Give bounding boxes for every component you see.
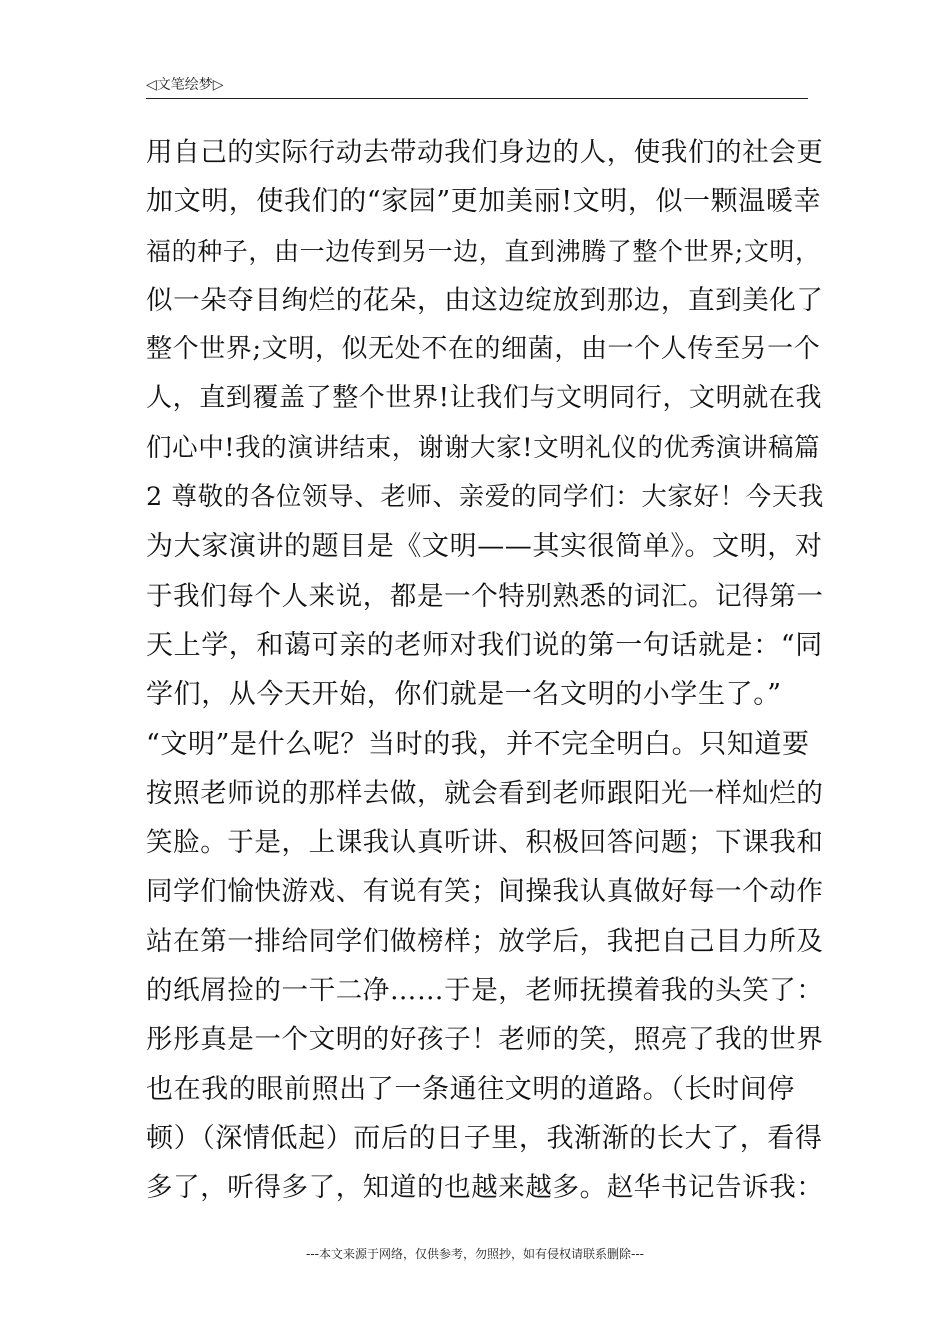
text-line: 按照老师说的那样去做，就会看到老师跟阳光一样灿烂的 [146, 777, 824, 809]
text-line: 用自己的实际行动去带动我们身边的人，使我们的社会更 [146, 137, 824, 168]
text-line: 人，直到覆盖了整个世界!让我们与文明同行，文明就在我 [146, 383, 823, 414]
text-line: 整个世界;文明，似无处不在的细菌，由一个人传至另一个 [146, 334, 821, 365]
text-line: 多了，听得多了，知道的也越来越多。赵华书记告诉我： [146, 1172, 824, 1204]
page-footer: ---本文来源于网络，仅供参考，勿照抄，如有侵权请联系删除--- [306, 1247, 644, 1261]
text-line: 福的种子，由一边传到另一边，直到沸腾了整个世界;文明， [146, 236, 821, 266]
text-line: 笑脸。于是，上课我认真听讲、积极回答问题；下课我和 [146, 827, 824, 859]
page-header [146, 76, 808, 99]
text-line: 的纸屑捡的一干二净……于是，老师抚摸着我的头笑了： [146, 975, 824, 1007]
text-line: 似一朵夺目绚烂的花朵，由这边绽放到那边，直到美化了 [146, 284, 824, 316]
text-line: “文明”是什么呢？当时的我，并不完全明白。只知道要 [146, 728, 810, 760]
text-line: 也在我的眼前照出了一条通往文明的道路。（长时间停 [146, 1073, 795, 1105]
header-title: ◁文笔绘梦▷ [146, 77, 224, 93]
text-line: 为大家演讲的题目是《文明——其实很简单》。文明，对 [146, 531, 823, 563]
text-line: 彤彤真是一个文明的好孩子！老师的笑，照亮了我的世界 [146, 1024, 824, 1056]
text-line: 加文明，使我们的“家园”更加美丽!文明，似一颗温暖幸 [146, 186, 822, 218]
document-body [146, 128, 826, 1213]
text-line: 同学们愉快游戏、有说有笑；间操我认真做好每一个动作 [146, 876, 824, 908]
text-line: 顿）（深情低起）而后的日子里，我渐渐的长大了，看得 [146, 1122, 823, 1154]
text-line: 站在第一排给同学们做榜样；放学后，我把自己目力所及 [146, 925, 824, 957]
text-line: 2 尊敬的各位领导、老师、亲爱的同学们：大家好！今天我 [146, 482, 825, 513]
text-line: 学们，从今天开始，你们就是一名文明的小学生了。” [146, 679, 782, 711]
text-line: 天上学，和蔼可亲的老师对我们说的第一句话就是：“同 [146, 629, 823, 661]
text-line: 于我们每个人来说，都是一个特别熟悉的词汇。记得第一 [146, 580, 824, 612]
text-line: 们心中!我的演讲结束，谢谢大家!文明礼仪的优秀演讲稿篇 [146, 432, 821, 463]
